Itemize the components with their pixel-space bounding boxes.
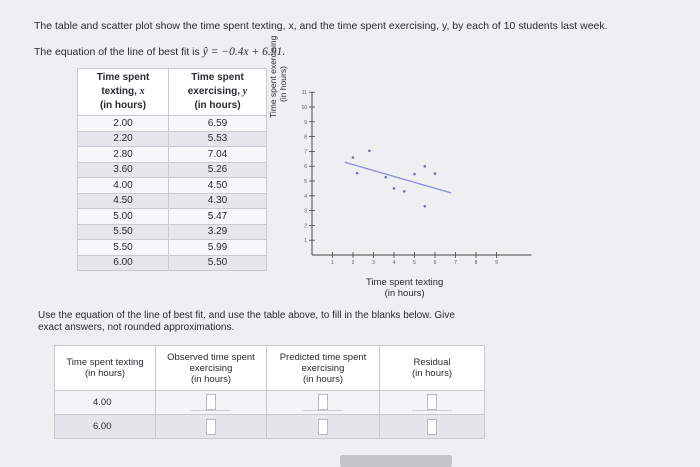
answer-header-residual: [380, 346, 485, 391]
header-line: (in hours): [194, 100, 241, 111]
exercising-cell: 4.30: [169, 193, 267, 209]
input-underline: [191, 410, 231, 411]
header-text: texting,: [101, 86, 140, 97]
observed-cell: [156, 391, 267, 415]
table-row: [78, 162, 267, 178]
predicted-cell: [267, 415, 380, 439]
x-tick-label: 1: [331, 260, 334, 266]
table-row: [78, 147, 267, 163]
y-axis-label-line: (in hours): [278, 66, 288, 102]
data-point: [423, 165, 426, 168]
predicted-cell: [267, 391, 380, 415]
exercising-cell: 3.29: [169, 224, 267, 240]
residual-cell: [380, 391, 485, 415]
data-table: [77, 68, 267, 271]
table-row: [78, 116, 267, 132]
y-tick-label: 8: [304, 134, 307, 141]
texting-cell: 2.00: [78, 116, 169, 132]
y-tick-label: 9: [304, 119, 307, 126]
table-row: [78, 255, 267, 271]
table-row: [78, 193, 267, 209]
data-point: [356, 172, 359, 175]
x-tick-label: 3: [372, 260, 375, 266]
header-line: (in hours): [84, 368, 126, 379]
input-underline: [303, 410, 343, 411]
data-point: [434, 172, 437, 175]
texting-cell: 2.20: [78, 131, 169, 147]
header-text: exercising,: [187, 86, 243, 97]
y-tick-label: 10: [301, 105, 307, 111]
residual-input[interactable]: [427, 419, 437, 435]
x-tick-label: 2: [351, 260, 355, 266]
exercising-cell: 6.59: [169, 116, 267, 132]
texting-value: 6.00: [55, 415, 156, 439]
texting-cell: 5.00: [78, 209, 169, 225]
answer-header-predicted: [267, 346, 380, 391]
texting-cell: 4.00: [78, 178, 169, 194]
answer-row-6: [55, 415, 485, 439]
equation-prefix: The equation of the line of best fit is: [34, 46, 200, 58]
data-table-body: [78, 116, 267, 271]
header-exercising: [169, 69, 267, 116]
table-row: [78, 178, 267, 194]
table-row: [78, 209, 267, 225]
x-tick-label: 9: [495, 260, 498, 266]
table-row: [78, 224, 267, 240]
header-line: (in hours): [302, 373, 344, 385]
data-point: [393, 187, 396, 190]
texting-cell: 5.50: [78, 240, 169, 256]
instructions-text: Use the equation of the line of best fit, and use the table above, to fill in the blanks below. Give exact answers, not rounded approximations.: [38, 310, 455, 333]
equation: ŷ = −0.4x + 6.91.: [202, 46, 286, 58]
header-line: (in hours): [411, 368, 453, 379]
y-tick-label: 11: [301, 90, 307, 97]
exercising-cell: 5.47: [169, 209, 267, 225]
x-tick-label: 5: [413, 260, 416, 266]
data-point: [423, 205, 426, 208]
x-axis-label-line: (in hours): [384, 288, 425, 299]
header-line: exercising: [189, 362, 233, 374]
texting-cell: 4.50: [78, 193, 169, 209]
header-line: Time spent: [191, 72, 244, 83]
header-line: [82, 85, 164, 99]
exercising-cell: 4.50: [169, 178, 267, 194]
header-line: exercising: [301, 362, 345, 374]
exercising-cell: 5.50: [169, 255, 267, 271]
observed-cell: [156, 415, 267, 439]
observed-input[interactable]: [206, 419, 216, 435]
answer-header-observed: [156, 346, 267, 391]
header-line: [173, 85, 262, 99]
y-tick-label: 4: [304, 193, 307, 200]
scatter-plot: [270, 72, 555, 267]
x-axis-label: [366, 277, 443, 299]
texting-value: 4.00: [55, 391, 156, 415]
x-tick-label: 7: [454, 260, 457, 266]
x-axis-label-line: Time spent texting: [366, 277, 444, 288]
residual-cell: [380, 415, 485, 439]
table-row: [78, 240, 267, 256]
y-axis-label: [268, 36, 288, 118]
header-line: Predicted time spent: [279, 351, 367, 363]
texting-cell: 5.50: [78, 224, 169, 240]
y-axis-label-line: Time spent exercising: [268, 35, 278, 118]
answer-header-texting: [55, 346, 156, 391]
x-tick-label: 8: [474, 260, 478, 266]
header-variable: y: [242, 86, 248, 97]
data-point: [413, 173, 416, 176]
y-tick-label: 3: [304, 208, 307, 215]
header-texting: [78, 69, 169, 116]
exercising-cell: 5.99: [169, 240, 267, 256]
x-tick-label: 4: [392, 260, 396, 266]
intro-text: The table and scatter plot show the time spent texting, x, and the time spent exercising, y, by each of 10 students last week.: [34, 20, 608, 32]
header-line: Observed time spent: [167, 351, 255, 363]
texting-cell: 3.60: [78, 162, 169, 178]
header-line: (in hours): [190, 373, 232, 385]
observed-input[interactable]: [206, 394, 216, 410]
y-tick-label: 5: [304, 179, 307, 185]
x-tick-label: 6: [433, 260, 437, 266]
header-line: Residual: [413, 357, 451, 368]
predicted-input[interactable]: [318, 419, 328, 435]
equation-text: [34, 46, 285, 58]
residual-input[interactable]: [427, 394, 437, 410]
exercising-cell: 5.53: [169, 131, 267, 147]
line-of-best-fit: [345, 162, 452, 193]
data-point: [352, 156, 355, 159]
texting-cell: 6.00: [78, 255, 169, 271]
table-row: [78, 131, 267, 147]
data-point: [368, 150, 371, 153]
answer-row-4: [55, 391, 485, 415]
header-line: (in hours): [99, 100, 147, 111]
texting-cell: 2.80: [78, 147, 169, 163]
y-tick-label: 2: [304, 223, 307, 230]
exercising-cell: 5.26: [169, 162, 267, 178]
input-underline: [412, 410, 452, 411]
data-point: [385, 176, 388, 179]
y-tick-label: 1: [304, 238, 307, 245]
answer-table: [54, 345, 485, 439]
header-line: Time spent texting: [66, 357, 144, 368]
header-line: Time spent: [96, 72, 150, 83]
data-point: [403, 190, 406, 193]
predicted-input[interactable]: [318, 394, 328, 410]
submit-button[interactable]: [340, 455, 452, 467]
y-tick-label: 6: [304, 164, 307, 171]
header-variable: x: [139, 86, 145, 97]
y-tick-label: 7: [304, 149, 307, 156]
exercising-cell: 7.04: [169, 147, 267, 163]
